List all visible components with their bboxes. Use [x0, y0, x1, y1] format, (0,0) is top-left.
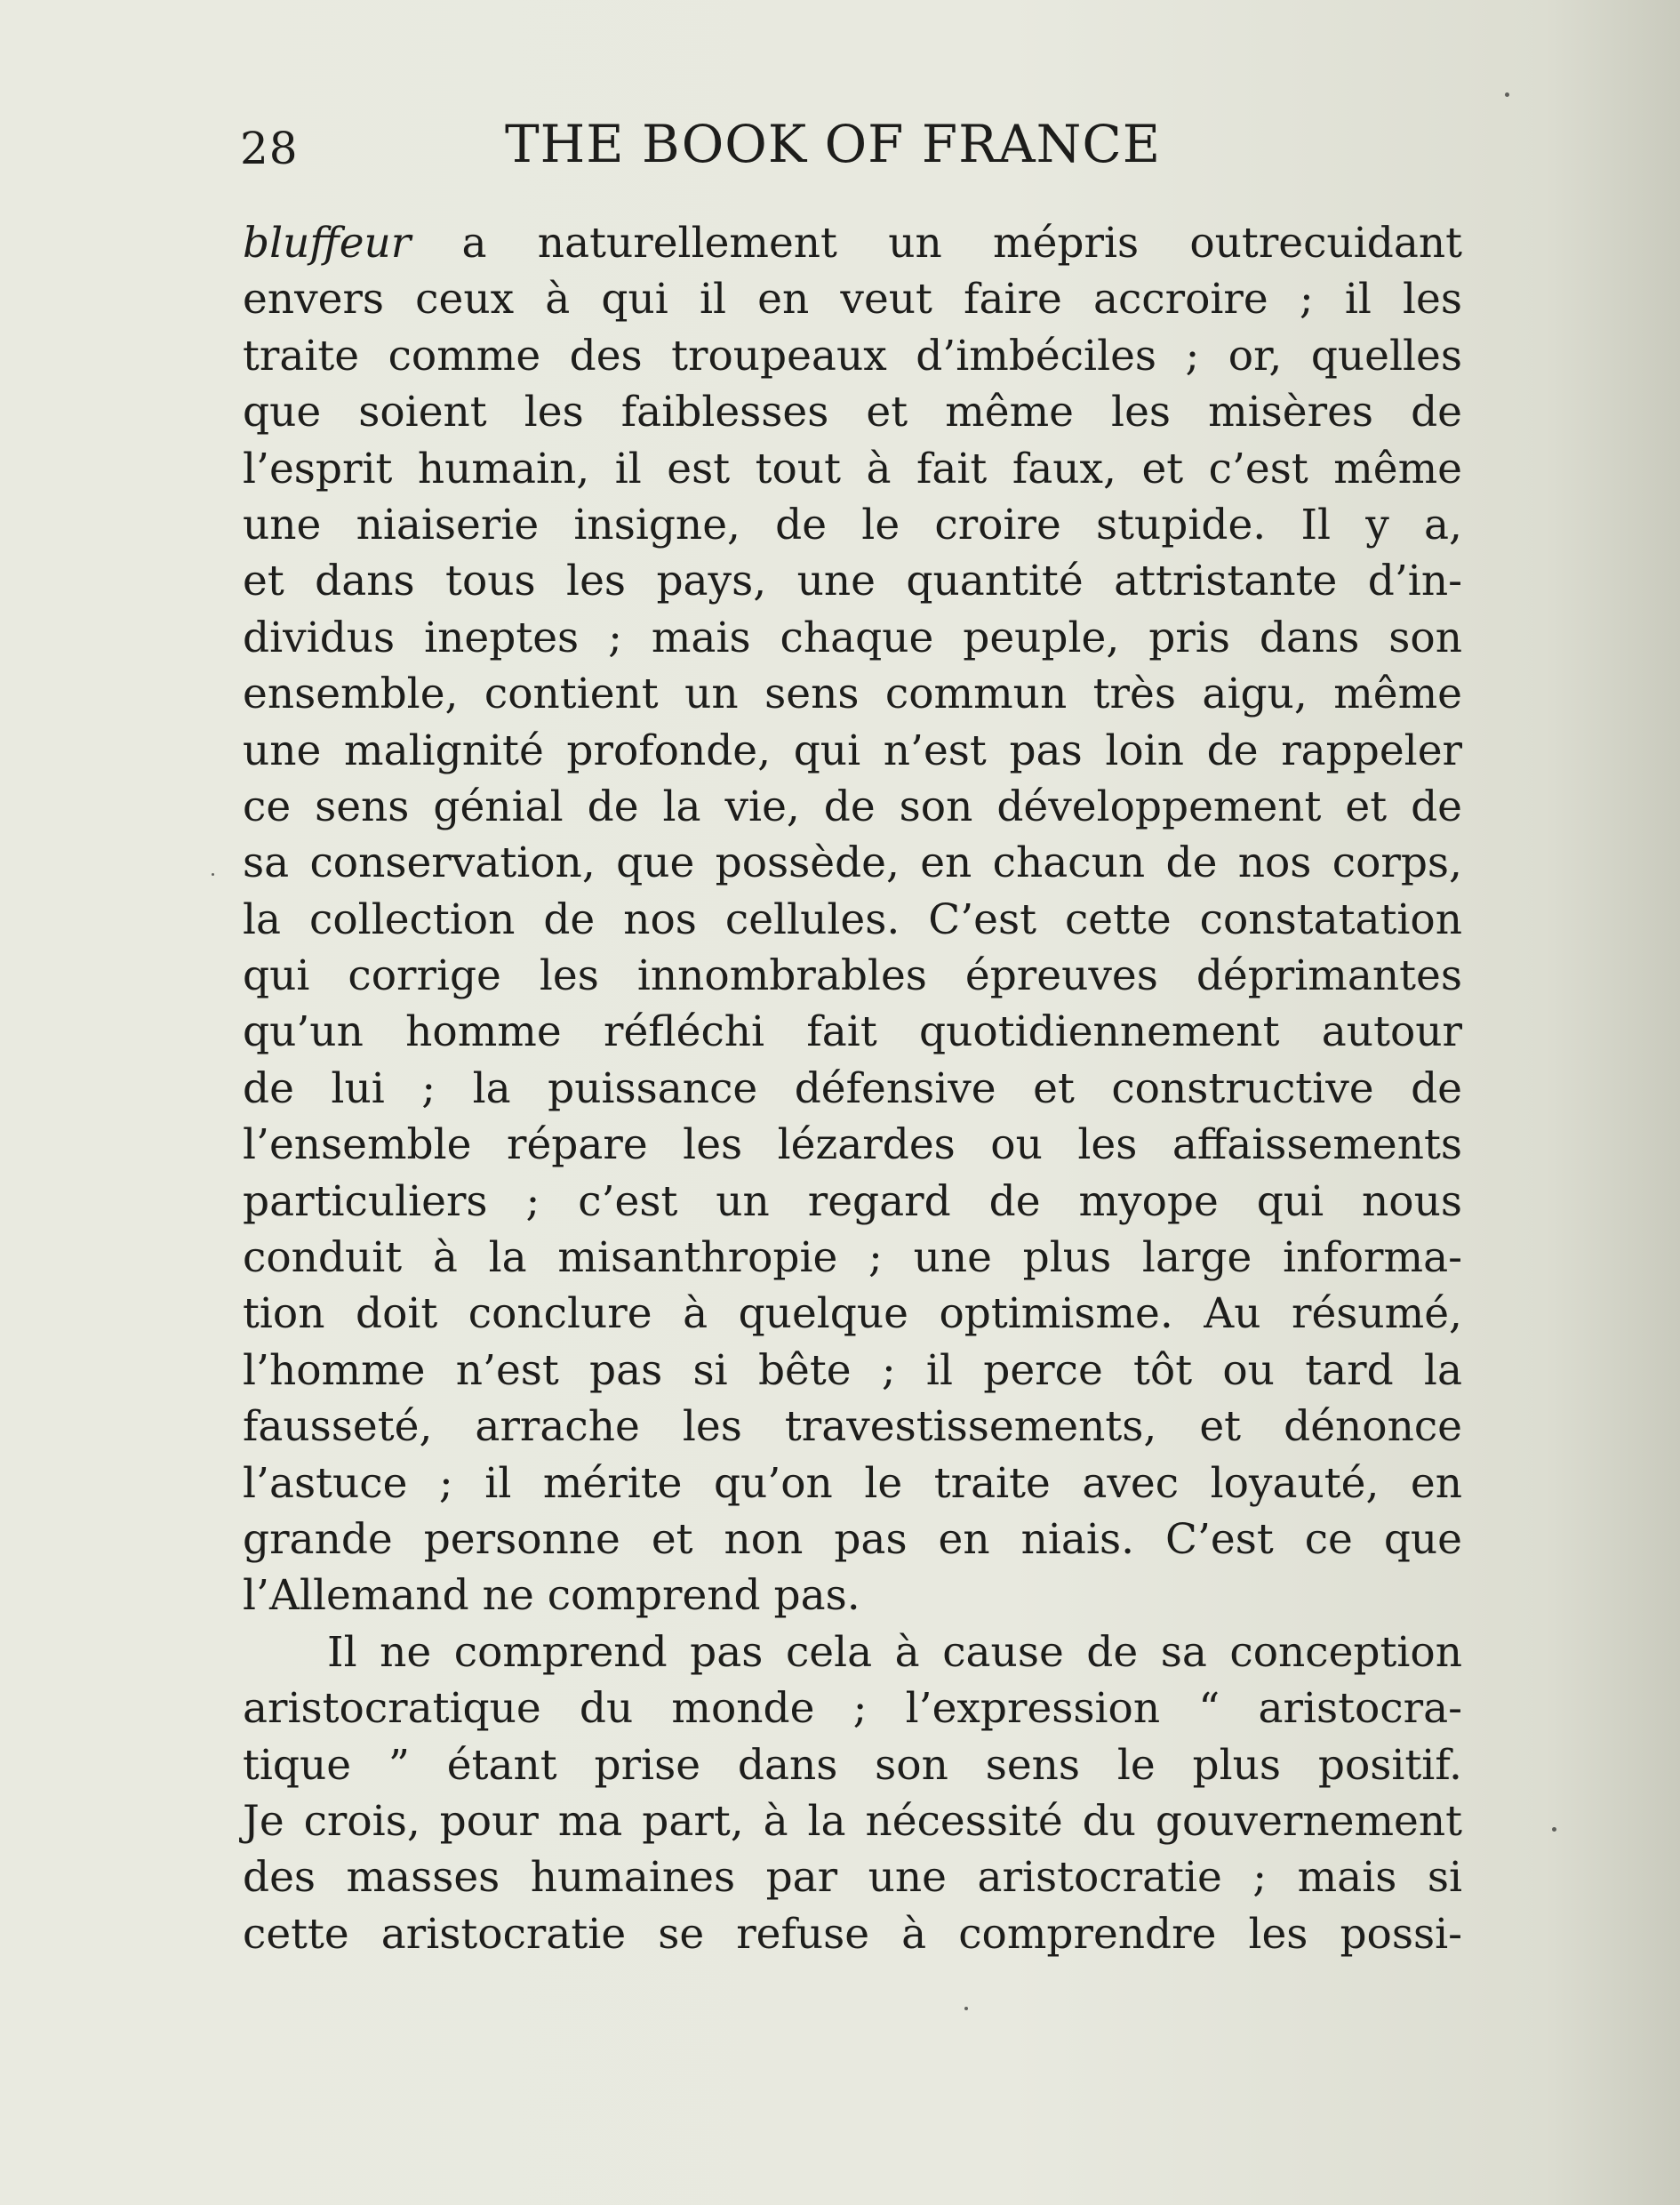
- text-line: tion doit conclure à quelque optimisme. Au résumé,: [243, 1289, 1462, 1339]
- text-line: l’astuce ; il mérite qu’on le traite avec loyauté, en: [243, 1458, 1462, 1508]
- text-line: aristocratique du monde ; l’expression “ aristocra-: [243, 1684, 1462, 1734]
- paper-speck: [1552, 1827, 1556, 1832]
- text-line: de lui ; la puissance défensive et constructive de: [243, 1063, 1462, 1113]
- text-line: et dans tous les pays, une quantité attristante d’in-: [243, 557, 1462, 606]
- italic-word: bluffeur: [243, 219, 412, 268]
- text-line: envers ceux à qui il en veut faire accroire ; il les: [243, 275, 1462, 325]
- text-line: particuliers ; c’est un regard de myope qui nous: [243, 1176, 1462, 1226]
- text-line-rest: a naturellement un mépris outrecuidant: [411, 219, 1462, 268]
- text-line: fausseté, arrache les travestissements, et dénonce: [243, 1402, 1462, 1452]
- text-line: l’esprit humain, il est tout à fait faux, et c’est même: [243, 444, 1462, 493]
- text-line: l’Allemand ne comprend pas.: [243, 1571, 860, 1621]
- text-line: traite comme des troupeaux d’imbéciles ; or, quelles: [243, 331, 1462, 381]
- text-line: ensemble, contient un sens commun très aigu, même: [243, 670, 1462, 719]
- paper-speck: [212, 873, 214, 876]
- text-line: [243, 215, 1462, 271]
- text-line: ce sens génial de la vie, de son développement et de: [243, 782, 1462, 831]
- running-title: THE BOOK OF FRANCE: [505, 114, 1162, 174]
- text-line: grande personne et non pas en niais. C’est ce que: [243, 1514, 1462, 1564]
- text-line: dividus ineptes ; mais chaque peuple, pris dans son: [243, 613, 1462, 662]
- text-line: Je crois, pour ma part, à la nécessité du gouvernement: [243, 1796, 1462, 1846]
- text-line: Il ne comprend pas cela à cause de sa conception: [327, 1627, 1462, 1677]
- text-line: que soient les faiblesses et même les misères de: [243, 388, 1462, 437]
- paper-speck: [1505, 92, 1509, 97]
- page-number: 28: [240, 123, 299, 174]
- text-line: des masses humaines par une aristocratie ; mais si: [243, 1853, 1462, 1903]
- text-line: la collection de nos cellules. C’est cette constatation: [243, 894, 1462, 944]
- text-line: sa conservation, que possède, en chacun de nos corps,: [243, 838, 1462, 888]
- body-text: [243, 215, 1462, 1962]
- text-line: l’homme n’est pas si bête ; il perce tôt ou tard la: [243, 1345, 1462, 1395]
- text-line: conduit à la misanthropie ; une plus large informa-: [243, 1233, 1462, 1283]
- text-line: une niaiserie insigne, de le croire stupide. Il y a,: [243, 500, 1462, 549]
- page-header: [240, 114, 1467, 194]
- paper-speck: [964, 2007, 968, 2010]
- text-line: l’ensemble répare les lézardes ou les affaissements: [243, 1120, 1462, 1170]
- text-line: qu’un homme réfléchi fait quotidiennement autour: [243, 1007, 1462, 1057]
- text-line: tique ” étant prise dans son sens le plus positif.: [243, 1740, 1462, 1790]
- text-line: une malignité profonde, qui n’est pas loin de rappeler: [243, 726, 1462, 775]
- text-line: cette aristocratie se refuse à comprendre les possi-: [243, 1909, 1462, 1959]
- text-line: qui corrige les innombrables épreuves déprimantes: [243, 951, 1462, 1001]
